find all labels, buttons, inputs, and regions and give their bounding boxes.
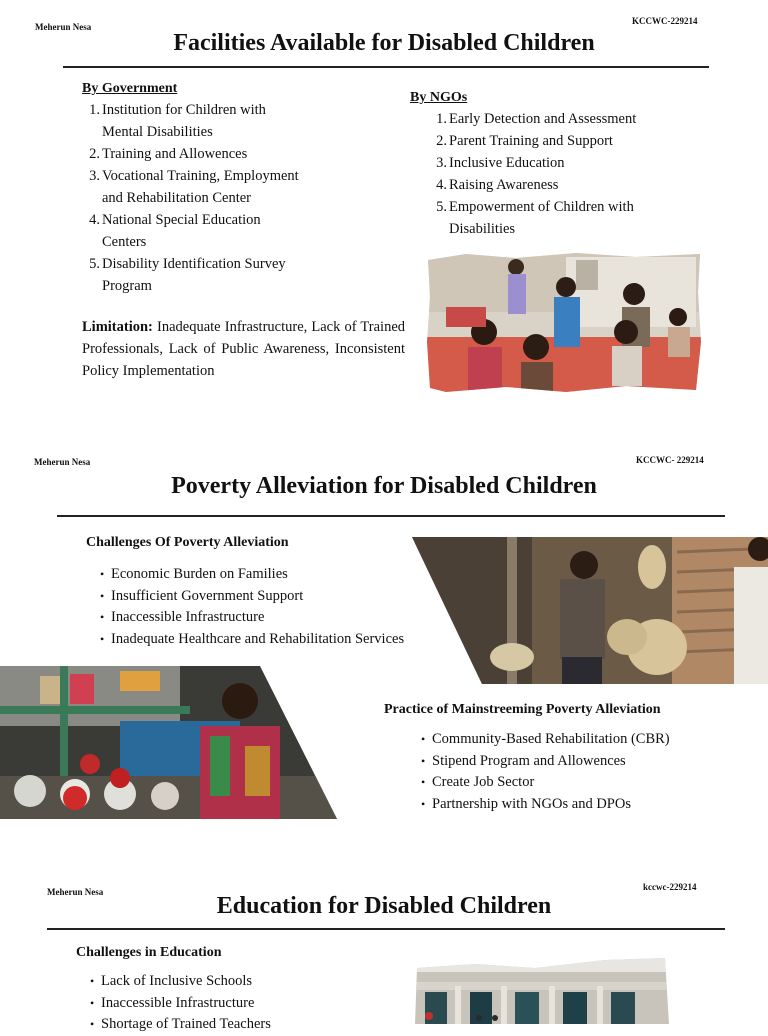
bullet-item — [100, 607, 460, 629]
list-item — [80, 143, 360, 165]
item-text: Inclusive Education — [449, 155, 565, 171]
list-item — [80, 187, 360, 209]
list-item — [427, 130, 717, 152]
list-item — [80, 253, 360, 275]
title-divider — [63, 66, 709, 68]
course-code: KCCWC- 229214 — [636, 455, 704, 465]
children-classroom-photo — [426, 252, 702, 394]
item-text: National Special Education — [102, 212, 261, 228]
bullet-item — [100, 586, 460, 608]
bullet-text: Create Job Sector — [432, 774, 535, 790]
basket-weavers-photo — [412, 537, 768, 684]
slide-title: Education for Disabled Children — [216, 893, 552, 919]
bullet-text: Economic Burden on Families — [111, 566, 288, 582]
bullet-item — [90, 993, 390, 1015]
item-number: 2. — [436, 133, 447, 149]
item-number: 2. — [89, 146, 100, 162]
bullet-text: Stipend Program and Allowences — [432, 752, 626, 769]
item-text: Raising Awareness — [449, 177, 559, 193]
item-number: 5. — [436, 199, 447, 215]
item-number: 4. — [436, 177, 447, 193]
list-item — [80, 231, 360, 253]
item-number: 1. — [89, 102, 100, 118]
limitation-label: Limitation: — [82, 319, 153, 335]
bullet-item — [421, 751, 751, 773]
government-list — [80, 99, 360, 297]
item-text: Mental Disabilities — [102, 124, 213, 140]
list-item — [427, 174, 717, 196]
bullet-text: Community-Based Rehabilitation (CBR) — [432, 731, 670, 747]
shop-boy-photo — [0, 666, 337, 819]
poverty-practice-heading: Practice of Mainstreeming Poverty Alleviation — [384, 702, 661, 717]
bullet-text: Partnership with NGOs and DPOs — [432, 795, 631, 812]
education-challenges-heading: Challenges in Education — [76, 945, 222, 960]
author-name: Meherun Nesa — [47, 887, 104, 897]
government-heading: By Government — [82, 81, 178, 96]
bullet-text: Inaccessible Infrastructure — [111, 609, 265, 625]
ngo-heading: By NGOs — [410, 90, 468, 105]
bullet-item — [421, 772, 751, 794]
item-text: Disabilities — [449, 221, 516, 237]
title-divider — [47, 928, 725, 930]
bullet-text: Inaccessible Infrastructure — [101, 994, 255, 1011]
list-item — [80, 121, 360, 143]
item-text: Institution for Children with — [102, 102, 266, 118]
list-item — [80, 275, 360, 297]
school-building-photo — [415, 956, 671, 1024]
bullet-text: Insufficient Government Support — [111, 587, 304, 604]
item-number — [427, 218, 449, 240]
poverty-practice-list — [421, 729, 751, 815]
limitation-text: Inadequate Infrastructure, Lack of Trained Professionals, Lack of Public Awareness, Inconsistent Policy Implementation — [82, 319, 406, 379]
item-text: Vocational Training, Employment — [102, 168, 299, 184]
education-challenges-list — [90, 971, 390, 1036]
item-number: 4. — [89, 212, 100, 228]
item-text: Centers — [102, 234, 147, 250]
slide-title: Facilities Available for Disabled Children — [173, 30, 595, 56]
item-number — [80, 275, 102, 297]
bullet-item — [100, 564, 460, 586]
poverty-challenges-list — [100, 564, 460, 650]
item-text: Empowerment of Children with — [449, 199, 634, 215]
list-item — [427, 108, 717, 130]
item-text: Training and Allowences — [102, 146, 248, 162]
title-divider — [57, 515, 725, 517]
bullet-text: Inadequate Healthcare and Rehabilitation Services — [111, 630, 405, 647]
item-number: 1. — [436, 111, 447, 127]
list-item — [427, 152, 717, 174]
bullet-item — [421, 729, 751, 751]
list-item — [427, 218, 717, 240]
poverty-challenges-heading: Challenges Of Poverty Alleviation — [86, 535, 289, 550]
author-name: Meherun Nesa — [34, 457, 91, 467]
list-item — [80, 165, 360, 187]
bullet-item — [421, 794, 751, 816]
item-text: Parent Training and Support — [449, 133, 613, 149]
ngo-list — [427, 108, 717, 240]
item-number — [80, 231, 102, 253]
limitation-paragraph — [82, 316, 405, 382]
item-number — [80, 121, 102, 143]
bullet-text: Shortage of Trained Teachers — [101, 1016, 271, 1032]
list-item — [80, 99, 360, 121]
slide-title: Poverty Alleviation for Disabled Children — [171, 473, 597, 499]
item-text: Program — [102, 278, 152, 294]
item-number: 5. — [89, 256, 100, 272]
bullet-item — [90, 1014, 390, 1036]
bullet-text: Lack of Inclusive Schools — [101, 973, 253, 989]
item-text: and Rehabilitation Center — [102, 190, 251, 206]
list-item — [427, 196, 717, 218]
bullet-item — [100, 629, 460, 651]
bullet-item — [90, 971, 390, 993]
item-number: 3. — [436, 155, 447, 171]
course-code: kccwc-229214 — [643, 882, 697, 892]
author-name: Meherun Nesa — [35, 22, 92, 32]
item-number — [80, 187, 102, 209]
item-text: Disability Identification Survey — [102, 256, 286, 272]
course-code: KCCWC-229214 — [632, 16, 698, 26]
list-item — [80, 209, 360, 231]
item-text: Early Detection and Assessment — [449, 111, 637, 127]
item-number: 3. — [89, 168, 100, 184]
